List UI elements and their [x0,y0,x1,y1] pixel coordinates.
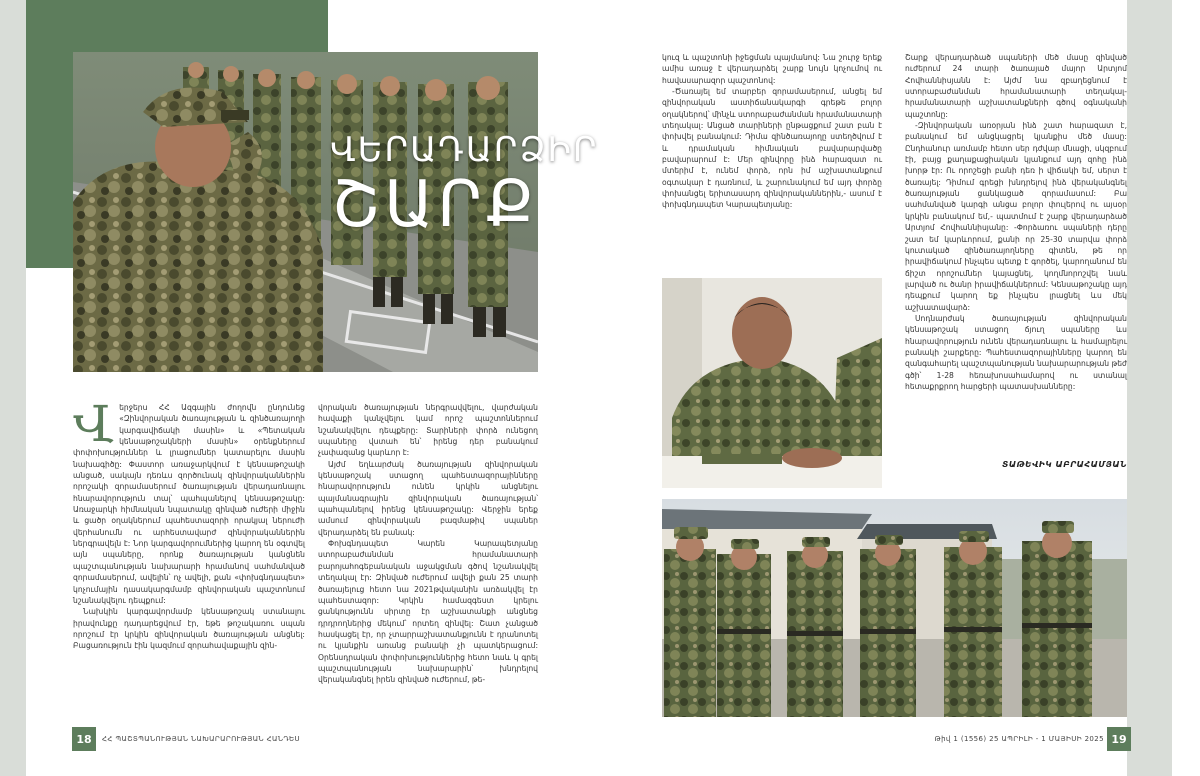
col3-paragraph-1: կուզ և պաշտոնի իջեցման պայմանով: Նա շուրջ երեք ամիս առաջ է վերադարձել շարք նույն կոչումով ու հավասարազոր պաշտոնով: [662,53,882,85]
title-line-1: ՎԵՐԱԴԱՐՁԻՐ [330,130,599,170]
left-edge-band [0,0,26,776]
right-edge-band [1127,0,1172,776]
title-line-2: ՇԱՐՔ [331,168,539,242]
col2-paragraph-2: Այժմ եղևարժակ ծառայության զինվորական կենսաթոշակ ստացող պահեստազորայինները հնարավորություն ունեն կրկին անցնելու պայմանագրային զինվորական ծառայության՝ պահպանելով իրենց կենսաթոշակը: Վերջին երեք ամսում զինվորական բազմաթիվ սպաներ վերադարձել են բանակ: [318,459,538,537]
article-column-4 [905,52,1127,392]
left-page-number: 18 [72,727,96,751]
left-footer-text: ՀՀ ՊԱՇՏՊԱՆՈՒԹՅԱՆ ՆԱԽԱՐԱՐՈՒԹՅԱՆ ՀԱՆԴԵՍ [102,735,301,743]
group-photo-soldiers [662,499,1127,717]
article-column-2 [318,402,538,686]
col3-paragraph-2: -Ծառայել եմ տարբեր զորամասերում, անցել եմ զինվորական աստիճանակարգի գրեթե բոլոր օղակներով՝ մինչև ստորաբաժանման հրամանատարի տեղակալ: Անցած տարիների ընթացքում շատ բան է փոխվել բանակում: Դիմա զինծառայողը ստեղծվում է և դրամական հիմնական բավարարվածը բավարարում է: Մեր զինվորը ինձ հարազատ ու մտերիմ է, ունեմ փորձ, որն իմ աշխատանքում օգտակար է դառնում, և շարունակում եմ այդ փորձը փոխանցել երիտասարդ զինվորականներին,- ասում է փոխգնդապետ Կարապետյանը: [662,87,882,210]
author-name: ՏԱԹԵՎԻԿ ԱԲՐԱՀԱՄՅԱՆ [1002,460,1127,469]
col2-paragraph-3: Փոխգնդապետ Կարեն Կարապետյանը ստորաբաժանման հրամանատարի բարոյահոգեբանական աջակցման գծով նշանակվել տեղակալ էր: Զինված ուժերում ավելի քան 25 տարի ծառայելուց հետո նա 2021թվականին առձակվել էր պահեստազոր: Կրկին համազգեստ կրելու ցանկությունն սիրտը էր աշխատանքի անցնեց դրդրողներից մեկում՝ որտեղ զինվել: Շատ չանցած հասկացել էր, որ չտարրաշխատանքյունն է դրանոտել ու կյանքին առանց բանակի չի պատկերացում: Օրենսդրական փոփոխություններից հետո նաև կ գրել պաշտպանության նախարարին՝ խնդրելով վերականգնել իրեն զինված ուժերում, թե- [318,539,538,685]
col4-paragraph-1: Շարք վերադարձած սպաների մեծ մասը զինված ուժերում 24 տարի ծառայած մայոր Արտյոմ Հովհաննիսյանն է: Այժմ նա զբաղեցնում է ստորաբաժանման հրամանատարի տեղակալ-հրամանատարի աշխատանքների գծով օգնականի պաշտոնը: [905,53,1127,119]
col4-paragraph-2: -Զինվորական առօրյան ինձ շատ հարազատ է, բանակում եմ անցկացրել կյանքիս մեծ մասը: Ընդհանուր առմամբ հետո սեր դժվար մնացի, սկզբում էի, բայց քաղաքացիական կյանքում այդ զոհը ինձ խորթ էր: Ու որոշեցի բանի դեռ ի վիճակի եմ, սերտ է ծառայել: Դիմում գրեցի խնդրելով ինձ վերականգնել ծառայության ցանկացած զորամասում: Բա սահմանված կարգի անցա բոլոր փուլերով ու այսօր կրկին բանակում եմ,- պատմում է շարք վերադարձած Արտյոմ Հովհաննիսյանը: -Փորձառու սպաների դերը շատ եմ կարևորում, քանի որ 25-30 տարվա փորձ կուտակած զինծառայողները գիտեն, թե որ իրավիճակում ինչպես պետք է գործել, կարողանում են ճիշտ որոշումներ կայացնել, կողմնորոշվել նաև լարված ու ծանր իրավիճակներում: Կենսաթոշակը այդ դեպքում կարող եք ինչպես լրացնել ևս մեկ աշխատավարձ: [905,121,1127,312]
col4-paragraph-3: Սոդնարժակ ծառայության զինվորական կենսաթոշակ ստացող ճյուղ սպաները ևս հնարավորություն ունեն վերադառնալու և համալրելու բանակի շարքերը: Պահեստազորայինները կարող են զանգահարել պաշտպանության նախարարության թեժ գծի՝ 1-28 հեռախոսահամարով ու ստանալ հետաքրքրող հարցերի պատասխանները: [905,313,1127,391]
article-column-1 [73,395,305,652]
article-column-3 [662,52,882,211]
col1-paragraph-2: Նախկին կարգավորմամբ կենսաթոշակ ստանալու իրավունքը դադարեցվում էր, եթե թոշակառու սպան որոշում էր կրկին զինվորական ծառայության անցնել: Բացառություն էին կազմում զորահավաքային զին- [73,607,305,651]
right-page-number: 19 [1107,727,1131,751]
dropcap-letter: Վ [73,395,114,453]
right-footer-text: Թիվ 1 (1556) 25 ԱՊՐԻԼԻ - 1 ՄԱՅԻՍԻ 2025 [934,735,1104,743]
col1-paragraph-1: երջերս ՀՀ Ազգային ժողովն ընդունեց «Զինվորական ծառայության և զինծառայողի կարգավիճակի մասին» և «Պետական կենսաթոշակների մասին» օրենքներում փոփոխություններ և լրացումներ կատարելու մասին նախագիծը: Փաստոր առաջարկվում է կենսաթոշակի անցած, սակայն դեռևս զործունակ զինվորականներին որոշակի զորամասերում ծառայության վերադառնալու հնարավորություն տալ՝ պահպանելով կենսաթոշակը: Առաջարկի հիմնական նպատակը զինված ուժերի միջին և ցածր օղակներում պահեստազորի որակյալ ներուժի վերհանումն ու արհեստավարժ զինվորականներին ներգրավելն է: Նոր կարգավորումներից կարող են օգտվել այն սպաները, որոնք ծառայության կանցնեն պաշտպանության նախարարի հրամանով սահմանված զորամասերում, ավելին՝ ոչ ավելի, քան «փոխգնդապետ» կոչումային դասակարգմամբ զինվորական պաշտոնում նշանակվելու դեպքում: [73,403,305,605]
col2-paragraph-1: վորական ծառայության ներգրավվելու, վարժական հավաքի կանչվելու կամ որոշ պաշտոններում նշանակվելու դեպքերը: Տարիների փորձ ունեցող սպաները վստահ են՝ իրենց դեր բանակում չափազանց կարևոր է: [318,403,538,458]
portrait-photo-officer [662,278,882,488]
article-title [330,130,599,242]
